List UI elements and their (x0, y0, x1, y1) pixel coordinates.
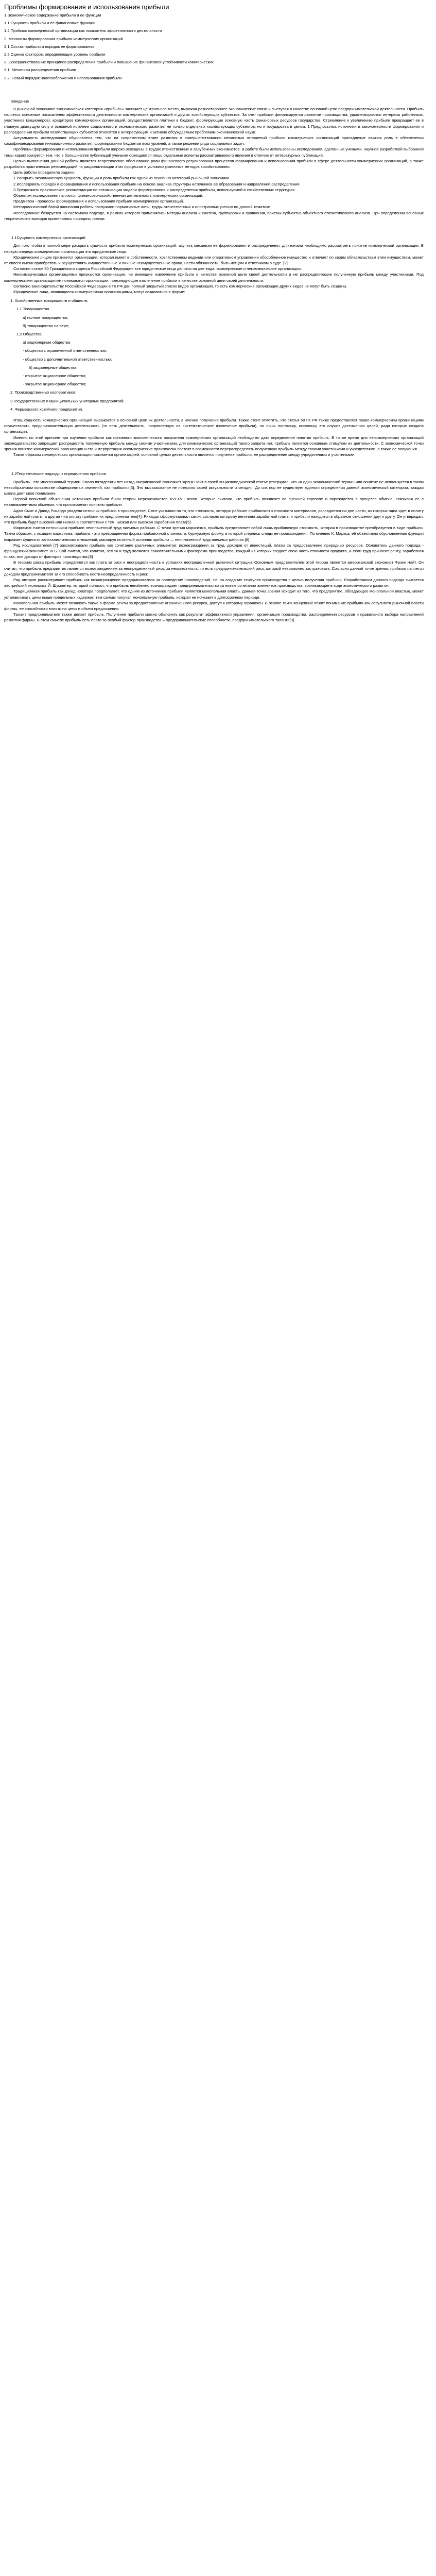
section-paragraph: Первой попыткой объяснения источника прибыли были теории меркантилистов XVI-XVII веков, которые считали, что прибыль возникает во внешней торговле и порождается в процессе обмена, связывая ее с неэквивалентным обменом, что противоречит понятию прибыли. (4, 497, 424, 507)
section-paragraph: Таким образом коммерческая организация признается организацией, основной целью деятельности является получение прибыли, ее распределение между учредителями и участниками. (13, 452, 356, 457)
list-item: - открытое акционерное общество; (23, 373, 86, 378)
list-item: 1.2 Общества (16, 331, 42, 336)
section-paragraph: Некоммерческими организациями признаются организации, не имеющие извлечение прибыли в качестве основной цели своей деятельности и не распределяющие полученную прибыль между участниками. Под коммерческими организациями понимаются организации, преследующие извлечение прибыли в качестве основной цели своей деятельности. (4, 272, 424, 283)
list-item: а) полное товарищество; (23, 315, 68, 320)
intro-paragraph: Исследование базируется на системном подходе, в рамках которого применялись методы анализа и синтеза, группировки и сравнения, приемы субъектно-объектного статистического анализа. При определении основных теоретических выводов применялись принципы логики. (4, 210, 424, 221)
task-item: 2.Исследовать порядок и формирования и использования прибыли на основе анализа структуры источников ее образования и направлений распределения. (13, 181, 301, 187)
section-paragraph: Согласно статье 50 Гражданского кодекса Российской Федерации все юридические лица делятся на две вида: коммерческие и некоммерческие организации. (13, 266, 302, 272)
organization-forms-list (4, 298, 424, 412)
section-paragraph: Для того чтобы в полной мере раскрыть сущность прибыли коммерческих организаций, изучить механизм ее формирования и распределения, для начала необходимо рассмотреть понятие коммерческой организации. В первую очередь коммерческая организация это юридическое лицо. (4, 243, 424, 254)
document-title: Проблемы формирования и использования прибыли (4, 3, 169, 11)
section-paragraph: Юридическим лицом признается организация, которая имеет в собственности, хозяйственном ведении или оперативном управлении обособленное имущество и отвечает по своим обязательствам этим имуществом, может от своего имени приобретать и осуществлять имущественные и личные неимущественные права, нести обязанности, быть истцом и ответчиком в суде. [2] (4, 255, 424, 265)
section-paragraph: Марксизм считал источником прибыли неоплаченный труд наемных рабочих. С точки зрения марксизма, прибыль представляет собой лишь прибавочную стоимость, которая в производстве преобразуется в виде прибыли. Таким образом, с позиции марксизма, прибыль - это превращенная форма прибавочной стоимости, буржуазную форму, в которой стерлись следы ее происхождения. По мнению К. Маркса, её объективно обусловленная функция выражает сущность капиталистических отношений, маскируя истинный источник прибыли — неоплаченный труд наемных рабочих.[6] (4, 526, 424, 542)
tasks-heading: Цель работы определила задачи: (13, 170, 75, 175)
list-item: 4. Фермерского хозяйного предприятия. (10, 406, 83, 412)
section-paragraph: Прибыль - это многозначный термин. Около пятидесяти лет назад американский экономист Фрэнк Найт в своей энциклопедической статье утверждал, что «в один экономический термин или понятие не используется в таком невообразимом количестве общепринятых значений, как прибыль»[3]. Это высказывание не потеряло своей актуальности и сегодня. До сих пор не существует единого определения данной экономической категории, каждая школа дает свое понимание. (4, 479, 424, 496)
intro-heading: Введение (11, 98, 29, 104)
intro-paragraph: Методологической базой написания работы послужили нормативные акты, труды отечественных и иностранных ученых по данной тематике. (13, 205, 272, 210)
toc-item[interactable]: 3. Совершенствование принципов распределения прибыли и повышение финансовой устойчивости коммерческих (4, 60, 214, 65)
intro-paragraph: Актуальность исследования обусловлена тем, что на современном этапе развития в совершенствовании механизма отношений прибыли коммерческих организаций принадлежит важная роль в обеспечении самофинансирования инновационного развития, формировании бюджетов всех уровней, а также решении ряда социальных задач. (4, 135, 424, 146)
section-paragraph: Талант предпринимателя также делает прибыль. Получение прибыли можно объяснить как результат эффективного управления, организации производства, распределения ресурсов и правильного выбора направлений развития фирмы. В этом смысле прибыль есть плата за особый фактор производства – предпринимательские способности, предпринимательского таланта[9]. (4, 612, 424, 623)
list-item: б) акционерные общества (29, 365, 77, 370)
section-paragraph: Именно по этой причине при изучении прибыли как основного экономического показателя коммерческих организаций необходимо дать определение понятия прибыль. В то же время для некоммерческих организаций законодательство запрещает распределять полученную прибыль между своими участниками, для коммерческих организаций такого запрета нет, прибыль является основным стимулом их деятельности. С экономической точки зрения понятие коммерческой организации и его интерпретация некоммерческие практически состоят в возможности перераспределять полученную прибыль между своими участниками и учредителями, а также ее получения. (4, 435, 424, 451)
list-item: а) акционерные общества (23, 340, 71, 345)
toc-item[interactable]: 1.1 Сущность прибыли и ее финансовые функции (4, 21, 96, 26)
list-item: 3.Государственных и муниципальных унитарных предприятий; (10, 398, 125, 403)
intro-paragraph: Целью выполнения данной работы является теоретическое обоснование роли финансового регулирования процессов формирования и использования прибыли в сфере деятельности коммерческих организаций, а также разработка практических рекомендаций по рационализации этих процессов в условиях рыночных методов хозяйствования. (4, 158, 424, 170)
section-1-2-heading: 1.2Теоретические подходы к определению прибыли (11, 471, 106, 477)
toc-item[interactable]: 3.1. Механизм распределения прибыли (4, 67, 76, 73)
list-item: - общество с ограниченной ответственностью; (23, 348, 108, 353)
table-of-contents (4, 12, 424, 81)
toc-item[interactable]: 2.1 Состав прибыли и порядок ее формирования (4, 44, 94, 49)
toc-item[interactable]: 3.2. Новый порядок налогообложения и использования прибыли (4, 75, 122, 80)
list-item: - общество с дополнительной ответственностью; (23, 357, 112, 362)
toc-item[interactable]: 1.Экономическое содержание прибыли и ее функции (4, 13, 101, 18)
intro-paragraph: Проблемы формирования и использования прибыли широко освещены в трудах отечественных и зарубежных экономистов. В работе были использованы исследования, сделанные учеными, научной разработкой выбранной темы характеризуется тем, что в большинстве публикаций учеными освещаются лишь отдельные аспекты рассматриваемого явления в отличие от литературных публикаций. (4, 147, 424, 158)
section-paragraph: Согласно законодательству Российской Федерации в ГК РФ дан полный закрытый список видов организаций, то есть коммерческие организации других видов не могут быть созданы. (13, 283, 347, 289)
intro-paragraph: Объектом исследования являются финансово-хозяйственная деятельность коммерческих организаций. (13, 193, 203, 198)
section-paragraph: Адам Смит и Давид Рикардо увидели источник прибыли в производстве. Смит указывал на то, что стоимость, которую рабочие прибавляют к стоимости материалов, распадается на две части, из которых одна идет в оплату их заработной платы, а другая - на оплату прибыли их предпринимателя[4]. Рикардо сформулировал закон, согласно которому величина заработной платы и прибыли находится в обратном отношении друг к другу. Он утверждал, что прибыль будет высокой или низкой в соответствии с тем, низкая или высокая заработная плата[5]. (4, 508, 424, 525)
list-item: 2. Производственных кооперативов; (10, 390, 77, 395)
task-item: 1.Раскрыть экономическую сущность, функции и роль прибыли как одной из основных категорий рыночной экономики. (13, 176, 231, 181)
document-page (0, 0, 428, 626)
list-item: б) товарищество на вере; (23, 323, 69, 328)
list-item: 1.1 Товарищества (16, 307, 49, 312)
toc-item[interactable]: 2. Механизм формирования прибыли коммерческих организаций (4, 36, 123, 41)
section-paragraph: Традиционная прибыль как доход новатора предполагает, что одним из источников прибыли является монопольная власть. Данная точка зрения исходит из того, что предприятие, обладающее монопольной властью, может устанавливать цены выше предельных издержек, тем самым получая монопольную прибыль, которая не исчезает в долгосрочном периоде. (4, 589, 424, 600)
list-item: - закрытое акционерное общество; (23, 382, 86, 387)
intro-paragraph: Предметом - процессы формирования и использования прибыли коммерческих организаций. (13, 199, 184, 204)
section-paragraph: Ряд исследователей [7] рассматривали прибыль как сочетание различных элементов: вознаграждения за труд, доходов от инвестиций, платы за предоставление природных ресурсов. Основатель данного подхода - французский экономист Ж.Б. Сэй считал, что капитал, земля и труд являются самостоятельными факторами производства, каждый из которых создает свою часть стоимости продукта, и если труд приносит ренту, заработная плата, или доходы от факторов производства.[8] (4, 543, 424, 560)
intro-paragraph: В рыночной экономике экономическая категория «прибыль» занимает центральное место, выражая разностороннее экономические связи и выступая в качестве основной цели предпринимательской деятельности. Прибыль является основным показателем эффективности деятельности коммерческих организаций и других хозяйствующих субъектов. За счет прибыли финансируется развитие производства, удовлетворяются интересы работников, участников (акционеров), кредиторов коммерческих организаций, осуществляются платежи в бюджет, формирующие основную часть финансовых ресурсов государства. Стремление к увеличению прибыли превращает ее в главную движущую силу и основной источник социального и экономического развития не только отдельных хозяйствующих субъектов, но и государства в целом. 1 Предпосылки, источники и закономерности формирования и распределения прибыли хозяйствующих субъектов относятся к интересующим и активно обсуждаемым проблемам экономической науки. (4, 107, 424, 134)
section-paragraph: Ряд авторов рассматривает прибыль как вознаграждение предпринимателя за проведение нововведений, т.е. за создание стимулов производства с целью получения прибыли. Разработчиком данного подхода считается австрийский экономист Й. Шумпетер, который полагал, что прибыль неизбежно вознаграждает предпринимательство за новые сочетания элементов производства, возникающие в ходе экономического развития. (4, 578, 424, 588)
task-item: 3.Предложить практические рекомендации по оптимизации модели формирования и распределения прибыли, используемой в хозяйственных структурах. (13, 187, 296, 192)
list-item: 1. Хозяйственных товариществ и обществ: (10, 298, 89, 303)
section-paragraph: В теориях риска прибыль определяется как плата за риск и неопределенность в условиях неопределенной рыночной ситуации. Основным представителем этой теории является американский экономист Фрэнк Найт. Он считал, что прибыль предприятия является вознаграждением за неопределенный риск, за неизвестность, то есть предпринимательский риск, который невозможно застраховать. Согласно данной точке зрения, прибыль является доходом предпринимателя за его способность нести неопределенность и риск. (4, 560, 424, 577)
toc-item[interactable]: 1.2 Прибыль коммерческой организации как показатель эффективности деятельности (4, 28, 162, 33)
toc-item[interactable]: 2.2 Оценка факторов, определяющих уровень прибыли (4, 52, 106, 57)
section-paragraph: Итак, сущность коммерческих организаций выражается в основной цели их деятельности, а именно получение прибыли. Также стоит отметить, что статья 50 ГК РФ также предоставляет право коммерческим организациям осуществлять предпринимательскую деятельность (то есть деятельность, направленную на систематическое извлечение прибыли), но лишь постольку, поскольку это служит достижению целей, ради которых создана организация. (4, 417, 424, 434)
section-paragraph: Монопольная прибыль может возникать также в форме ренты за предоставление ограниченного ресурса, доступ к которому ограничен. В основе таких концепций лежит понимание прибыли как результата рыночной власти фирмы, ее способности влиять на цены и объем предложения. (4, 600, 424, 612)
section-paragraph: Юридические лица, являющиеся коммерческими организациями, могут создаваться в форме: (13, 289, 185, 294)
section-1-1-heading: 1.1Сущность коммерческих организаций (11, 235, 85, 241)
